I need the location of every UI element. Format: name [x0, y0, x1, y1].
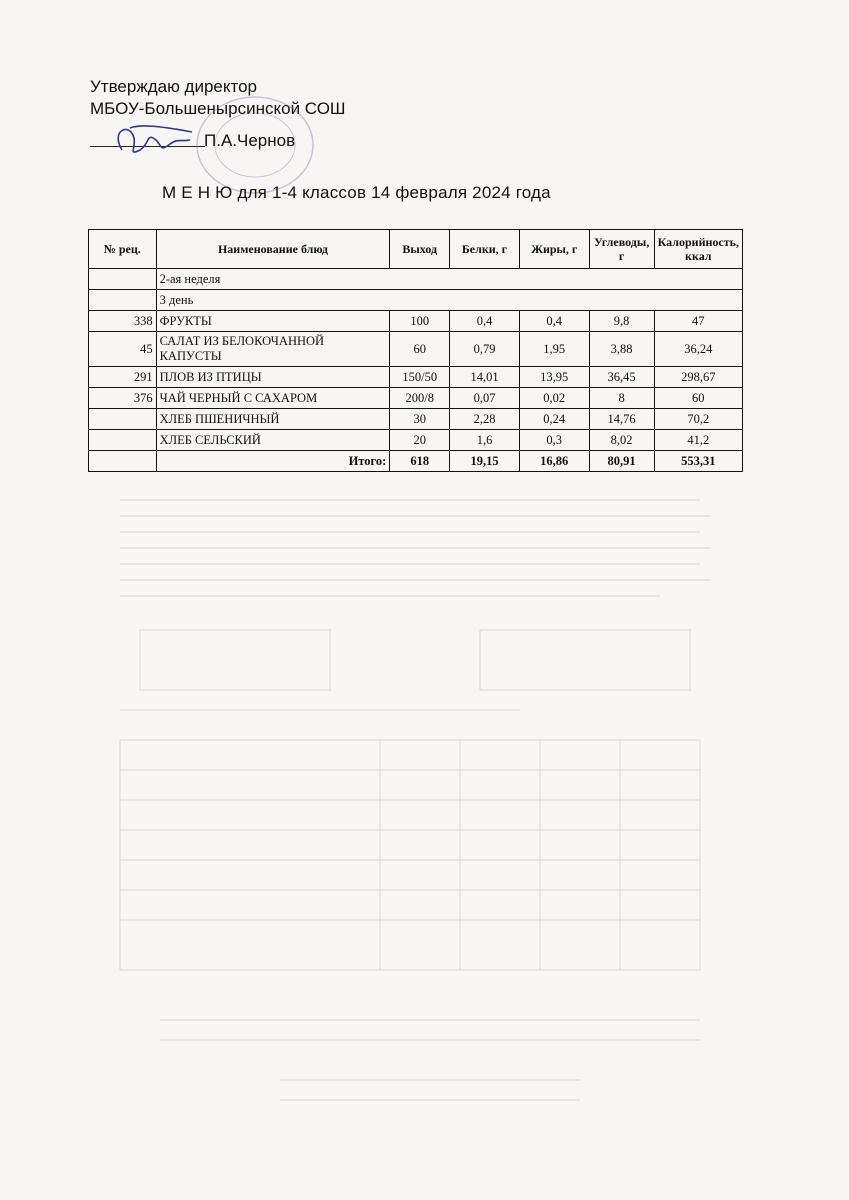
table-row: 338 ФРУКТЫ 100 0,4 0,4 9,8 47	[89, 311, 743, 332]
col-header: Белки, г	[450, 230, 520, 269]
col-header: Углеводы, г	[589, 230, 654, 269]
table-row: ХЛЕБ ПШЕНИЧНЫЙ 30 2,28 0,24 14,76 70,2	[89, 409, 743, 430]
total-row: Итого: 618 19,15 16,86 80,91 553,31	[89, 451, 743, 472]
col-header: Калорийность, ккал	[654, 230, 742, 269]
section-day: 3 день	[156, 290, 742, 311]
col-header: Жиры, г	[519, 230, 589, 269]
section-row	[89, 269, 743, 290]
menu-title: М Е Н Ю для 1-4 классов 14 февраля 2024 года	[162, 183, 551, 202]
school-name: МБОУ-Большенырсинской СОШ	[90, 99, 346, 118]
col-header: Наименование блюд	[156, 230, 390, 269]
total-label: Итого:	[156, 451, 390, 472]
col-header: № рец.	[89, 230, 157, 269]
table-row: 376 ЧАЙ ЧЕРНЫЙ С САХАРОМ 200/8 0,07 0,02 8 60	[89, 388, 743, 409]
menu-table	[88, 229, 743, 472]
col-header: Выход	[390, 230, 450, 269]
table-header-row	[89, 230, 743, 269]
table-row: ХЛЕБ СЕЛЬСКИЙ 20 1,6 0,3 8,02 41,2	[89, 430, 743, 451]
section-week: 2-ая неделя	[156, 269, 742, 290]
director-name: П.А.Чернов	[204, 131, 296, 150]
approval-title: Утверждаю директор	[90, 77, 258, 96]
table-row: 291 ПЛОВ ИЗ ПТИЦЫ 150/50 14,01 13,95 36,45 298,67	[89, 367, 743, 388]
section-row	[89, 290, 743, 311]
show-through-background	[100, 480, 740, 1160]
table-row: 45 САЛАТ ИЗ БЕЛОКОЧАННОЙ КАПУСТЫ 60 0,79 1,95 3,88 36,24	[89, 332, 743, 367]
